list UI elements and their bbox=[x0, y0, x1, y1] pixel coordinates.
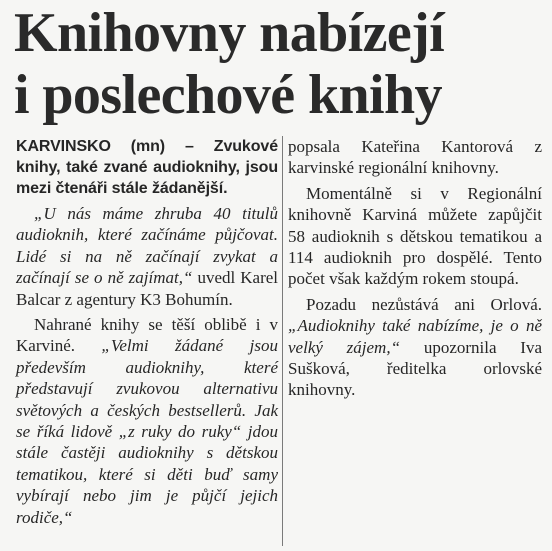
attribution-suskova: upozornila Iva Sušková, ředitelka orlovské knihovny. bbox=[288, 337, 542, 400]
lead-paragraph bbox=[16, 136, 278, 199]
article-column-left bbox=[16, 136, 278, 532]
quote-kantorova: „Velmi žádané jsou především audioknihy, které představují zvukovou alternativu světových a českých bestsellerů. Jak se říká lidově „z ruky do ruky“ jdou stále častěji audioknihy s dětskou tematikou, které si děti buď samy vybírají nebo jim je půjčí jejich rodiče,“ bbox=[16, 336, 278, 527]
dateline: KARVINSKO (mn) – bbox=[16, 138, 194, 155]
attribution-balcar: uvedl Karel Balcar z agentury K3 Bohumín. bbox=[16, 268, 278, 309]
paragraph-5 bbox=[288, 294, 542, 401]
quote-balcar: „U nás máme zhruba 40 titulů audioknih, které začínáme půjčovat. Lidé si na ně začínají zvykat a začínají se o ně zajímat,“ bbox=[16, 204, 278, 288]
attribution-kantorova-paragraph bbox=[288, 136, 542, 179]
headline-line-2: i poslechové knihy bbox=[14, 64, 442, 126]
attribution-kantorova: popsala Kateřina Kantorová z karvinské regionální knihovny. bbox=[288, 137, 542, 178]
headline bbox=[14, 2, 548, 126]
paragraph-3-text: Nahrané knihy se těší oblibě i v Karviné. bbox=[16, 315, 278, 356]
lead-text: Zvukové knihy, také zvané audioknihy, jsou mezi čtenáři stále žádanější. bbox=[16, 138, 278, 197]
paragraph-4-text: Momentálně si v Regionální knihovně Karviná můžete zapůjčit 58 audioknih s dětskou tematikou a 114 audioknih pro dospělé. Tento počet však každým rokem stoupá. bbox=[288, 183, 542, 289]
column-divider bbox=[282, 136, 283, 546]
article-column-right bbox=[288, 136, 542, 405]
paragraph-3 bbox=[16, 314, 278, 528]
headline-line-1: Knihovny nabízejí bbox=[14, 2, 445, 64]
paragraph-4 bbox=[288, 183, 542, 290]
paragraph-5-text: Pozadu nezůstává ani Orlová. bbox=[306, 294, 542, 314]
paragraph-2 bbox=[16, 203, 278, 310]
quote-suskova: „Audioknihy také nabízíme, je o ně velký zájem,“ bbox=[288, 316, 542, 357]
